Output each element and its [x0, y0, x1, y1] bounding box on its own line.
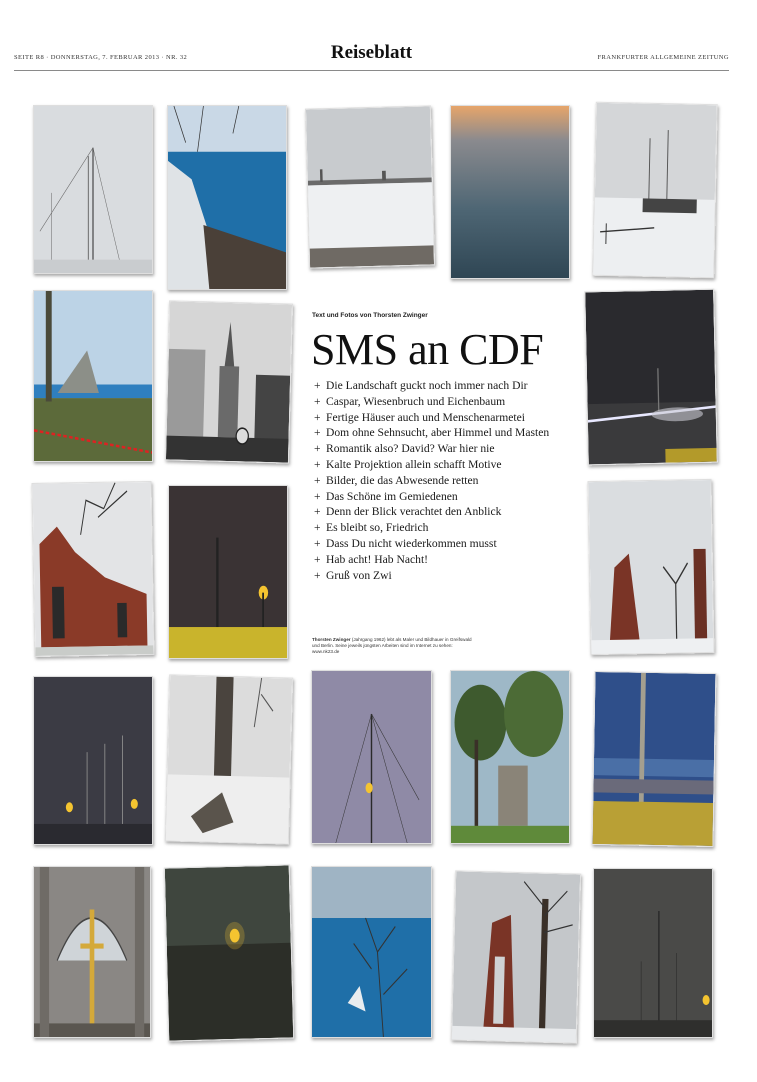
photo-night-harbor: [33, 676, 153, 845]
bullet-plus: +: [314, 379, 321, 392]
byline: Text und Fotos von Thorsten Zwinger: [312, 312, 428, 319]
bullet-plus: +: [314, 442, 321, 456]
photo-full-moon: [164, 864, 295, 1041]
photo-foggy-masts: [33, 105, 153, 274]
photo-night-road-lights: [584, 289, 718, 466]
poem-line: + Das Schöne im Gemiedenen: [314, 489, 458, 503]
poem-line: + Gruß von Zwi: [314, 568, 392, 582]
newspaper-name: FRANKFURTER ALLGEMEINE ZEITUNG: [597, 54, 729, 61]
bullet-plus: +: [314, 536, 321, 550]
bullet-plus: +: [314, 473, 321, 487]
bullet-plus: +: [314, 394, 321, 408]
photo-pole-blue-night: [591, 671, 716, 847]
bio-author-name: Thorsten Zwinger: [312, 637, 351, 642]
section-title: Reiseblatt: [330, 42, 413, 63]
poem: [314, 378, 549, 583]
bullet-plus: +: [314, 505, 321, 519]
poem-line: + Fertige Häuser auch und Menschenarmetei: [314, 410, 525, 424]
poem-line: + Caspar, Wiesenbruch und Eichenbaum: [314, 394, 506, 408]
poem-line: + Dass Du nicht wiederkommen musst: [314, 536, 497, 550]
poem-line: + Denn der Blick verachtet den Anblick: [314, 505, 502, 519]
photo-gothic-altar: [33, 866, 151, 1038]
photo-harbor-snow: [592, 102, 718, 279]
poem-line: + Romantik also? David? War hier nie: [314, 442, 495, 456]
photo-church-spire-street: [165, 300, 293, 463]
masthead: [14, 40, 729, 71]
poem-line: + Bilder, die das Abwesende retten: [314, 473, 479, 487]
bullet-plus: +: [314, 568, 321, 582]
bullet-plus: +: [314, 410, 321, 424]
bullet-plus: +: [314, 489, 321, 503]
poem-line: + Die Landschaft guckt noch immer nach Dir: [314, 379, 528, 392]
photo-cliff-sea: [167, 105, 287, 290]
page-info: SEITE R8 · DONNERSTAG, 7. FEBRUAR 2013 · NR. 32: [14, 54, 188, 61]
photo-mast-dusk: [311, 670, 432, 844]
bullet-plus: +: [314, 457, 321, 471]
author-bio: [312, 637, 477, 656]
photo-night-masts-lamp: [593, 868, 713, 1038]
photo-ruin-winter-trees: [587, 479, 714, 655]
photo-snowy-town: [305, 105, 435, 268]
photo-brick-ruin: [31, 481, 154, 657]
photo-night-streetlamp: [168, 485, 288, 659]
headline: SMS an CDF: [311, 325, 544, 374]
photo-tree-snow-bench: [165, 674, 293, 844]
bullet-plus: +: [314, 552, 321, 566]
poem-line: + Es bleibt so, Friedrich: [314, 521, 429, 535]
photo-ruin-bare-tree: [451, 870, 581, 1043]
photo-green-trees-ruin: [450, 670, 570, 844]
photo-branches-sea: [311, 866, 432, 1038]
poem-line: + Dom ohne Sehnsucht, aber Himmel und Masten: [314, 426, 550, 440]
bio-text: (Jahrgang 1962) lebt als Maler und Bildhauer in Greifswald und Berlin. Seine jeweils jüngsten Arbeiten sind im Internet zu sehen: www.nk23.de: [312, 637, 472, 655]
poem-line: + Kalte Projektion allein schafft Motive: [314, 457, 502, 471]
poem-line: + Hab acht! Hab Nacht!: [314, 552, 429, 566]
bullet-plus: +: [314, 426, 321, 440]
photo-tree-coast: [33, 290, 153, 462]
bullet-plus: +: [314, 521, 321, 535]
photo-sunset-gradient: [450, 105, 570, 279]
